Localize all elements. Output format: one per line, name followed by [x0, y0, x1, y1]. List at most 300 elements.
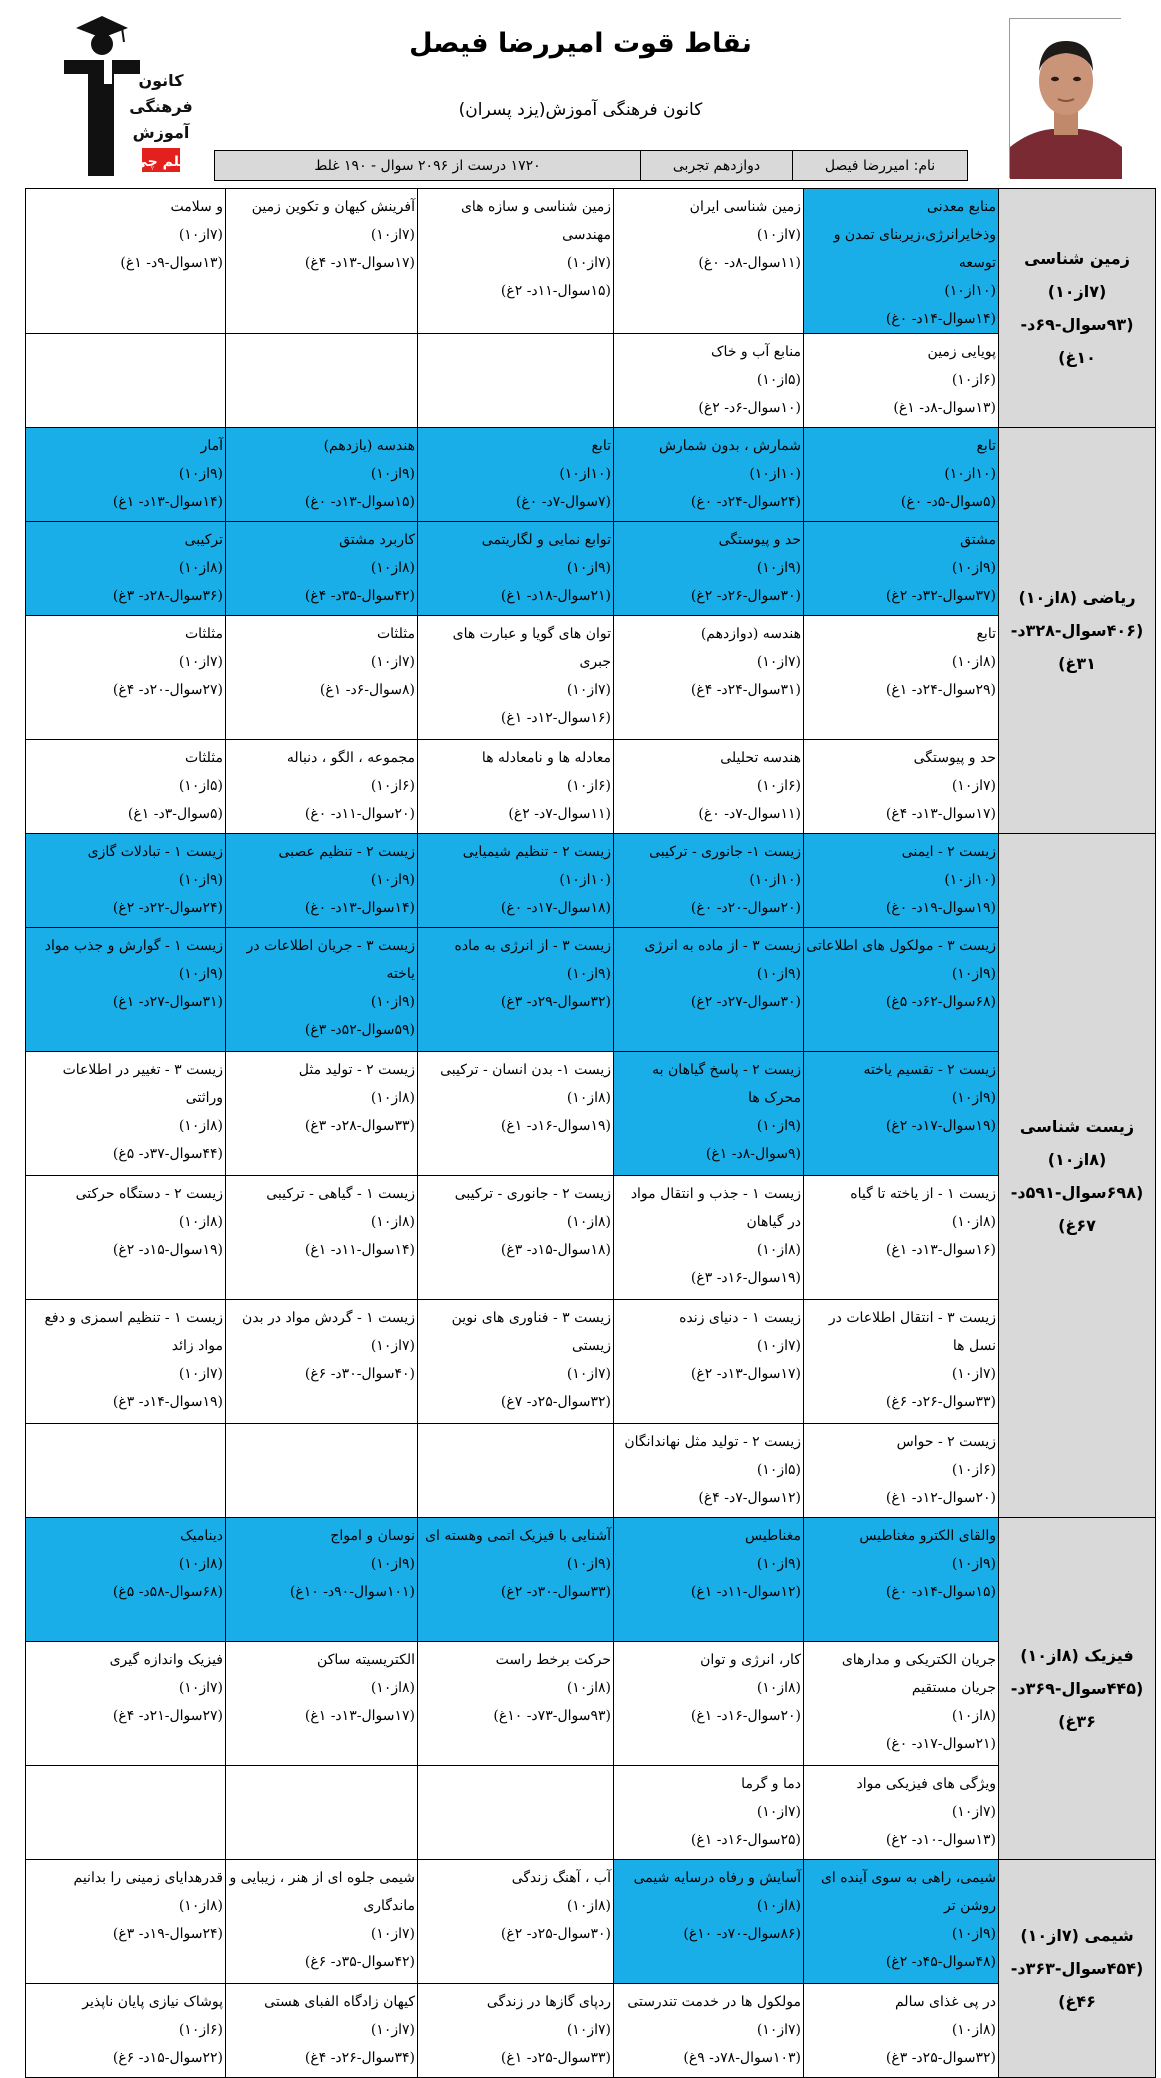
topic-score: (۱۰از۱۰): [944, 466, 996, 482]
topic-score: (۶از۱۰): [756, 778, 801, 794]
topic-stats: (۱۹سوال-۱۵د- ۲غ): [112, 1242, 223, 1258]
topic-name: هندسه تحلیلی: [720, 750, 801, 766]
topic-stats: (۲۷سوال-۲۰د- ۴غ): [112, 682, 223, 698]
topic-name: زیست ۳ - از ماده به انرژی: [644, 938, 801, 954]
topic-score: (۷از۱۰): [178, 654, 223, 670]
subject-label: زیست شناسی (۸از۱۰) (۶۹۸سوال-۵۹۱د- ۶۷غ): [999, 834, 1156, 1518]
topic-stats: (۱۲سوال-۷د- ۴غ): [698, 1490, 801, 1506]
topic-score: (۹از۱۰): [566, 966, 611, 982]
topic-cell: [226, 1642, 418, 1766]
topic-score: (۸از۱۰): [178, 1556, 223, 1572]
topic-cell: [614, 1176, 804, 1300]
student-info-bar: [214, 150, 968, 181]
topic-stats: (۲۴سوال-۱۹د- ۳غ): [112, 1926, 223, 1942]
empty-cell: [226, 1424, 418, 1518]
topic-cell: [804, 1642, 999, 1766]
table-row: [26, 522, 1156, 616]
topic-score: (۹از۱۰): [178, 966, 223, 982]
topic-stats: (۲۴سوال-۲۴د- ۰غ): [690, 494, 801, 510]
topic-cell: [226, 1052, 418, 1176]
summary-stats: ۱۷۲۰ درست از ۲۰۹۶ سوال - ۱۹۰ غلط: [314, 157, 541, 174]
topic-name: ردپای گازها در زندگی: [486, 1994, 611, 2010]
topic-name: زیست ۲ - تولید مثل: [298, 1062, 415, 1078]
empty-cell: [226, 1766, 418, 1860]
topic-cell: [804, 1766, 999, 1860]
topic-cell: [226, 1518, 418, 1642]
topic-cell: [614, 428, 804, 522]
topic-cell: [804, 334, 999, 428]
topic-stats: (۲۴سوال-۲۲د- ۲غ): [112, 900, 223, 916]
topic-cell: [418, 928, 614, 1052]
topic-name: هندسه (یازدهم): [323, 438, 415, 454]
topic-cell: [26, 1984, 226, 2078]
topic-stats: (۱۹سوال-۱۹د- ۰غ): [885, 900, 996, 916]
topic-name: ترکیبی: [184, 532, 223, 548]
topic-cell: [226, 834, 418, 928]
table-row: [26, 834, 1156, 928]
topic-score: (۹از۱۰): [566, 560, 611, 576]
topic-name: مشتق: [960, 532, 996, 548]
topic-stats: (۱۳سوال-۹د- ۱غ): [120, 255, 223, 271]
topic-score: (۷از۱۰): [951, 1804, 996, 1820]
topic-score: (۷از۱۰): [370, 227, 415, 243]
topic-name: پویایی زمین: [927, 344, 996, 360]
svg-text:فرهنگی: فرهنگی: [129, 97, 193, 116]
topic-name: الکتریسیته ساکن: [317, 1652, 415, 1668]
topic-name: آفرینش کیهان و تکوین زمین: [251, 199, 415, 215]
topic-cell: [804, 1424, 999, 1518]
topic-name: دما و گرما: [741, 1776, 801, 1792]
topic-name: معادله ها و نامعادله ها: [481, 750, 611, 766]
topic-name: والقای الکترو مغناطیس: [859, 1528, 996, 1544]
table-row: [26, 1424, 1156, 1518]
topic-name: ویژگی های فیزیکی مواد: [856, 1776, 996, 1792]
topic-cell: [226, 1984, 418, 2078]
topic-name: زمین شناسی و سازه های مهندسی: [460, 199, 611, 243]
topic-name: فیزیک واندازه گیری: [109, 1652, 223, 1668]
table-row: [26, 928, 1156, 1052]
topic-name: زیست ۳ - مولکول های اطلاعاتی: [806, 938, 996, 954]
topic-name: زیست ۱ - تنظیم اسمزی و دفع مواد زائد: [44, 1310, 223, 1354]
topic-score: (۹از۱۰): [566, 1556, 611, 1572]
topic-cell: [26, 189, 226, 334]
topic-name: کار، انرژی و توان: [700, 1652, 801, 1668]
topic-cell: [418, 1860, 614, 1984]
topic-score: (۸از۱۰): [370, 1090, 415, 1106]
topic-score: (۸از۱۰): [756, 1242, 801, 1258]
topic-name: مثلثات: [184, 626, 223, 642]
topic-score: (۹از۱۰): [951, 1556, 996, 1572]
topic-score: (۹از۱۰): [178, 466, 223, 482]
topic-stats: (۲۹سوال-۲۴د- ۱غ): [885, 682, 996, 698]
topic-stats: (۱۴سوال-۱۴د- ۰غ): [885, 311, 996, 327]
topic-stats: (۴۲سوال-۳۵د- ۶غ): [304, 1954, 415, 1970]
topic-cell: [26, 1518, 226, 1642]
topic-cell: [418, 740, 614, 834]
topic-name: زیست ۲ - پاسخ گیاهان به محرک ها: [652, 1062, 801, 1106]
topic-cell: [804, 1984, 999, 2078]
topic-score: (۹از۱۰): [756, 1556, 801, 1572]
topic-score: (۹از۱۰): [951, 966, 996, 982]
topic-name: منابع معدنی وذخایرانرژی،زیربنای تمدن و توسعه: [833, 199, 996, 271]
topic-score: (۸از۱۰): [756, 1680, 801, 1696]
topic-stats: (۱۴سوال-۱۳د- ۰غ): [304, 900, 415, 916]
topic-score: (۹از۱۰): [756, 1118, 801, 1134]
topic-cell: [26, 1300, 226, 1424]
table-row: [26, 1176, 1156, 1300]
topic-name: زیست ۳ - از انرژی به ماده: [454, 938, 611, 954]
topic-stats: (۳۲سوال-۲۹د- ۳غ): [500, 994, 611, 1010]
topic-name: زیست ۱ - دنیای زنده: [679, 1310, 801, 1326]
topic-score: (۷از۱۰): [566, 2022, 611, 2038]
topic-stats: (۱۷سوال-۱۳د- ۲غ): [690, 1366, 801, 1382]
topic-score: (۶از۱۰): [566, 778, 611, 794]
topic-cell: [614, 928, 804, 1052]
topic-stats: (۵سوال-۵د- ۰غ): [900, 494, 996, 510]
topic-stats: (۶۸سوال-۶۲د- ۵غ): [885, 994, 996, 1010]
topic-cell: [614, 740, 804, 834]
topic-name: مولکول ها در خدمت تندرستی: [627, 1994, 801, 2010]
topic-cell: [418, 1518, 614, 1642]
report-header: [0, 0, 1161, 188]
empty-cell: [418, 334, 614, 428]
table-row: [26, 334, 1156, 428]
table-row: [26, 1518, 1156, 1642]
topic-cell: [418, 189, 614, 334]
topic-cell: [418, 522, 614, 616]
topic-score: (۸از۱۰): [566, 1898, 611, 1914]
topic-score: (۱۰از۱۰): [749, 466, 801, 482]
empty-cell: [418, 1766, 614, 1860]
topic-score: (۸از۱۰): [951, 1214, 996, 1230]
subject-label: فیزیک (۸از۱۰) (۴۴۵سوال-۳۶۹د- ۳۶غ): [999, 1518, 1156, 1860]
topic-name: جریان الکتریکی و مدارهای جریان مستقیم: [841, 1652, 996, 1696]
topic-cell: [226, 522, 418, 616]
topic-score: (۷از۱۰): [178, 1680, 223, 1696]
topic-stats: (۵سوال-۳د- ۱غ): [127, 806, 223, 822]
topic-stats: (۱۷سوال-۱۳د- ۴غ): [885, 806, 996, 822]
topic-stats: (۱۶سوال-۱۳د- ۱غ): [885, 1242, 996, 1258]
topic-cell: [614, 1052, 804, 1176]
topic-score: (۶از۱۰): [951, 1462, 996, 1478]
topic-name: تابع: [591, 438, 611, 454]
topic-name: زیست ۱ - گیاهی - ترکیبی: [266, 1186, 415, 1202]
topic-score: (۵از۱۰): [756, 1462, 801, 1478]
topic-name: آسایش و رفاه درسایه شیمی: [633, 1870, 801, 1886]
topic-score: (۱۰از۱۰): [559, 466, 611, 482]
topic-name: حد و پیوستگی: [718, 532, 801, 548]
topic-stats: (۱۸سوال-۱۷د- ۰غ): [500, 900, 611, 916]
topic-stats: (۸سوال-۶د- ۱غ): [319, 682, 415, 698]
topic-stats: (۱۹سوال-۱۶د- ۳غ): [690, 1270, 801, 1286]
topic-stats: (۳۳سوال-۳۰د- ۲غ): [500, 1584, 611, 1600]
topic-cell: [26, 1176, 226, 1300]
topic-cell: [614, 1300, 804, 1424]
topic-score: (۷از۱۰): [178, 227, 223, 243]
topic-name: حرکت برخط راست: [495, 1652, 611, 1668]
topic-stats: (۳۶سوال-۲۸د- ۳غ): [112, 588, 223, 604]
topic-stats: (۱۱سوال-۷د- ۰غ): [698, 806, 801, 822]
topic-cell: [226, 616, 418, 740]
topic-score: (۹از۱۰): [178, 872, 223, 888]
topic-score: (۹از۱۰): [951, 1090, 996, 1106]
topic-name: زیست ۳ - تغییر در اطلاعات وراثتی: [62, 1062, 223, 1106]
topic-cell: [614, 616, 804, 740]
topic-stats: (۱۰سوال-۶د- ۲غ): [698, 400, 801, 416]
topic-cell: [226, 740, 418, 834]
topic-name: منابع آب و خاک: [711, 344, 801, 360]
topic-name: زیست ۱- جانوری - ترکیبی: [649, 844, 801, 860]
topic-stats: (۳۰سوال-۲۷د- ۲غ): [690, 994, 801, 1010]
table-row: [26, 616, 1156, 740]
topic-name: مثلثات: [184, 750, 223, 766]
topic-name: زیست ۱ - گردش مواد در بدن: [242, 1310, 415, 1326]
topic-stats: (۱۰۱سوال-۹۰د- ۱۰غ): [289, 1584, 415, 1600]
topic-score: (۷از۱۰): [756, 2022, 801, 2038]
topic-score: (۵از۱۰): [178, 778, 223, 794]
table-row: [26, 189, 1156, 334]
topic-stats: (۱۵سوال-۱۴د- ۰غ): [885, 1584, 996, 1600]
topic-score: (۷از۱۰): [566, 1366, 611, 1382]
topic-score: (۸از۱۰): [370, 560, 415, 576]
topic-cell: [804, 1860, 999, 1984]
topic-cell: [226, 1176, 418, 1300]
topic-cell: [418, 1176, 614, 1300]
table-row: [26, 1300, 1156, 1424]
topic-name: زیست ۱ - جذب و انتقال مواد در گیاهان: [630, 1186, 801, 1230]
topic-score: (۷از۱۰): [756, 227, 801, 243]
topic-score: (۷از۱۰): [756, 654, 801, 670]
topic-stats: (۲۱سوال-۱۸د- ۱غ): [500, 588, 611, 604]
topic-name: زیست ۳ - فناوری های نوین زیستی: [451, 1310, 611, 1354]
topic-cell: [26, 522, 226, 616]
topic-score: (۶از۱۰): [951, 372, 996, 388]
report-subtitle: کانون فرهنگی آموزش(یزد پسران): [458, 100, 703, 120]
topic-stats: (۲۰سوال-۲۰د- ۰غ): [690, 900, 801, 916]
topic-cell: [418, 1642, 614, 1766]
topic-stats: (۳۱سوال-۲۴د- ۴غ): [690, 682, 801, 698]
topic-cell: [614, 1860, 804, 1984]
topic-score: (۷از۱۰): [370, 1926, 415, 1942]
topic-stats: (۱۴سوال-۱۱د- ۱غ): [304, 1242, 415, 1258]
topic-stats: (۶۸سوال-۵۸د- ۵غ): [112, 1584, 223, 1600]
topic-score: (۸از۱۰): [951, 654, 996, 670]
topic-cell: [26, 1642, 226, 1766]
topic-score: (۸از۱۰): [566, 1214, 611, 1230]
topic-cell: [418, 616, 614, 740]
topic-stats: (۱۷سوال-۱۳د- ۴غ): [304, 255, 415, 271]
topic-name: زیست ۲ - تولید مثل نهاندانگان: [624, 1434, 801, 1450]
topic-name: هندسه (دوازدهم): [700, 626, 801, 642]
table-row: [26, 1984, 1156, 2078]
topic-score: (۸از۱۰): [756, 1898, 801, 1914]
topic-name: آشنایی با فیزیک اتمی وهسته ای: [425, 1528, 611, 1544]
svg-text:قلم چی: قلم چی: [133, 154, 189, 170]
topic-score: (۸از۱۰): [951, 2022, 996, 2038]
topic-cell: [26, 1860, 226, 1984]
topic-stats: (۳۳سوال-۲۵د- ۱غ): [500, 2050, 611, 2066]
topic-name: زیست ۲ - تقسیم یاخته: [863, 1062, 996, 1078]
topic-stats: (۳۱سوال-۲۷د- ۱غ): [112, 994, 223, 1010]
topic-cell: [614, 1642, 804, 1766]
topic-name: شیمی جلوه ای از هنر ، زیبایی و ماندگاری: [229, 1870, 415, 1914]
topic-cell: [804, 1518, 999, 1642]
topic-name: زیست ۳ - انتقال اطلاعات در نسل ها: [828, 1310, 996, 1354]
topic-name: زیست ۲ - ایمنی: [901, 844, 996, 860]
topic-cell: [226, 189, 418, 334]
grade-field: دوازدهم تجربی: [640, 151, 792, 180]
topic-score: (۸از۱۰): [566, 1680, 611, 1696]
table-row: [26, 1642, 1156, 1766]
topic-stats: (۲۰سوال-۱۲د- ۱غ): [885, 1490, 996, 1506]
topic-score: (۸از۱۰): [178, 1214, 223, 1230]
topic-name: زیست ۱- بدن انسان - ترکیبی: [440, 1062, 611, 1078]
table-row: [26, 1766, 1156, 1860]
topic-stats: (۱۸سوال-۱۵د- ۳غ): [500, 1242, 611, 1258]
topic-cell: [226, 428, 418, 522]
svg-text:کانون: کانون: [138, 71, 184, 90]
topic-stats: (۱۵سوال-۱۱د- ۲غ): [500, 283, 611, 299]
topic-cell: [804, 1052, 999, 1176]
topic-name: زیست ۲ - جانوری - ترکیبی: [454, 1186, 611, 1202]
topic-name: مجموعه ، الگو ، دنباله: [286, 750, 415, 766]
topic-name: مغناطیس: [745, 1528, 801, 1544]
topic-stats: (۱۷سوال-۱۳د- ۱غ): [304, 1708, 415, 1724]
topic-stats: (۳۰سوال-۲۵د- ۲غ): [500, 1926, 611, 1942]
topic-score: (۹از۱۰): [756, 966, 801, 982]
topic-stats: (۵۹سوال-۵۲د- ۳غ): [304, 1022, 415, 1038]
report-title: نقاط قوت امیررضا فیصل: [409, 28, 752, 59]
topic-stats: (۳۳سوال-۲۶د- ۶غ): [885, 1394, 996, 1410]
subject-label: ریاضی (۸از۱۰) (۴۰۶سوال-۳۲۸د- ۳۱غ): [999, 428, 1156, 834]
topic-cell: [226, 928, 418, 1052]
topic-name: آمار: [200, 438, 223, 454]
topic-stats: (۱۱سوال-۷د- ۲غ): [508, 806, 611, 822]
topic-name: زمین شناسی ایران: [689, 199, 801, 215]
topic-name: نوسان و امواج: [330, 1528, 415, 1544]
topic-name: زیست ۲ - تنظیم عصبی: [278, 844, 415, 860]
topic-cell: [26, 428, 226, 522]
topic-cell: [26, 616, 226, 740]
topic-stats: (۱۹سوال-۱۶د- ۱غ): [500, 1118, 611, 1134]
topic-cell: [26, 834, 226, 928]
topic-stats: (۱۳سوال-۸د- ۱غ): [893, 400, 996, 416]
topic-name: کیهان زادگاه الفبای هستی: [264, 1994, 415, 2010]
topic-score: (۷از۱۰): [951, 778, 996, 794]
topic-stats: (۱۹سوال-۱۴د- ۳غ): [112, 1394, 223, 1410]
topic-name: زیست ۳ - جریان اطلاعات در یاخته: [246, 938, 415, 982]
topic-score: (۸از۱۰): [951, 1708, 996, 1724]
topic-score: (۱۰از۱۰): [749, 872, 801, 888]
strengths-table: [25, 188, 1156, 2078]
topic-stats: (۱۵سوال-۱۳د- ۰غ): [304, 494, 415, 510]
topic-cell: [804, 189, 999, 334]
topic-name: زیست ۲ - تنظیم شیمیایی: [462, 844, 611, 860]
topic-score: (۹از۱۰): [370, 872, 415, 888]
topic-stats: (۲۲سوال-۱۵د- ۶غ): [112, 2050, 223, 2066]
topic-cell: [614, 1518, 804, 1642]
topic-cell: [226, 1860, 418, 1984]
topic-stats: (۱۲سوال-۱۱د- ۱غ): [690, 1584, 801, 1600]
topic-score: (۸از۱۰): [178, 560, 223, 576]
topic-cell: [614, 334, 804, 428]
topic-cell: [614, 522, 804, 616]
topic-score: (۹از۱۰): [370, 466, 415, 482]
topic-stats: (۱۰۳سوال-۷۸د- ۹غ): [683, 2050, 801, 2066]
topic-stats: (۳۲سوال-۲۵د- ۳غ): [885, 2050, 996, 2066]
topic-score: (۷از۱۰): [370, 654, 415, 670]
table-row: [26, 740, 1156, 834]
empty-cell: [26, 334, 226, 428]
topic-cell: [614, 834, 804, 928]
topic-score: (۷از۱۰): [566, 682, 611, 698]
topic-score: (۹از۱۰): [951, 560, 996, 576]
topic-score: (۱۰از۱۰): [944, 283, 996, 299]
topic-stats: (۳۷سوال-۳۲د- ۲غ): [885, 588, 996, 604]
topic-score: (۱۰از۱۰): [944, 872, 996, 888]
topic-name: شمارش ، بدون شمارش: [658, 438, 801, 454]
topic-cell: [418, 1052, 614, 1176]
topic-score: (۹از۱۰): [370, 1556, 415, 1572]
empty-cell: [226, 334, 418, 428]
topic-name: زیست ۱ - گوارش و جذب مواد: [44, 938, 223, 954]
topic-stats: (۳۲سوال-۲۵د- ۷غ): [500, 1394, 611, 1410]
topic-stats: (۲۰سوال-۱۶د- ۱غ): [690, 1708, 801, 1724]
topic-cell: [804, 928, 999, 1052]
topic-stats: (۲۱سوال-۱۷د- ۰غ): [885, 1736, 996, 1752]
topic-stats: (۳۴سوال-۲۶د- ۴غ): [304, 2050, 415, 2066]
topic-cell: [614, 1766, 804, 1860]
topic-stats: (۹سوال-۸د- ۱غ): [705, 1146, 801, 1162]
topic-stats: (۲۷سوال-۲۱د- ۴غ): [112, 1708, 223, 1724]
topic-cell: [418, 1300, 614, 1424]
topic-name: و سلامت: [170, 199, 223, 215]
topic-name: کاربرد مشتق: [339, 532, 415, 548]
topic-name: آب ، آهنگ زندگی: [511, 1870, 611, 1886]
topic-stats: (۳۳سوال-۲۸د- ۳غ): [304, 1118, 415, 1134]
topic-score: (۵از۱۰): [756, 372, 801, 388]
topic-cell: [614, 1984, 804, 2078]
topic-score: (۱۰از۱۰): [559, 872, 611, 888]
topic-cell: [26, 928, 226, 1052]
table-row: [26, 1860, 1156, 1984]
topic-name: توابع نمایی و لگاریتمی: [481, 532, 611, 548]
topic-stats: (۴۲سوال-۳۵د- ۴غ): [304, 588, 415, 604]
topic-cell: [418, 1984, 614, 2078]
topic-cell: [418, 834, 614, 928]
topic-name: شیمی، راهی به سوی آینده ای روشن تر: [820, 1870, 996, 1914]
topic-stats: (۴۰سوال-۳۰د- ۶غ): [304, 1366, 415, 1382]
topic-cell: [804, 1176, 999, 1300]
topic-stats: (۴۴سوال-۳۷د- ۵غ): [112, 1146, 223, 1162]
topic-score: (۸از۱۰): [566, 1090, 611, 1106]
topic-cell: [226, 1300, 418, 1424]
topic-stats: (۱۶سوال-۱۲د- ۱غ): [500, 710, 611, 726]
topic-name: تابع: [976, 626, 996, 642]
topic-cell: [804, 616, 999, 740]
topic-cell: [614, 189, 804, 334]
topic-cell: [804, 834, 999, 928]
topic-score: (۹از۱۰): [951, 1926, 996, 1942]
topic-score: (۸از۱۰): [370, 1680, 415, 1696]
subject-label: شیمی (۷از۱۰) (۴۵۴سوال-۳۶۳د- ۴۶غ): [999, 1860, 1156, 2078]
topic-stats: (۳۰سوال-۲۶د- ۲غ): [690, 588, 801, 604]
topic-name: زیست ۲ - حواس: [896, 1434, 996, 1450]
topic-stats: (۱۴سوال-۱۳د- ۱غ): [112, 494, 223, 510]
topic-score: (۸از۱۰): [370, 1214, 415, 1230]
topic-score: (۸از۱۰): [178, 1118, 223, 1134]
topic-stats: (۱۱سوال-۸د- ۰غ): [698, 255, 801, 271]
